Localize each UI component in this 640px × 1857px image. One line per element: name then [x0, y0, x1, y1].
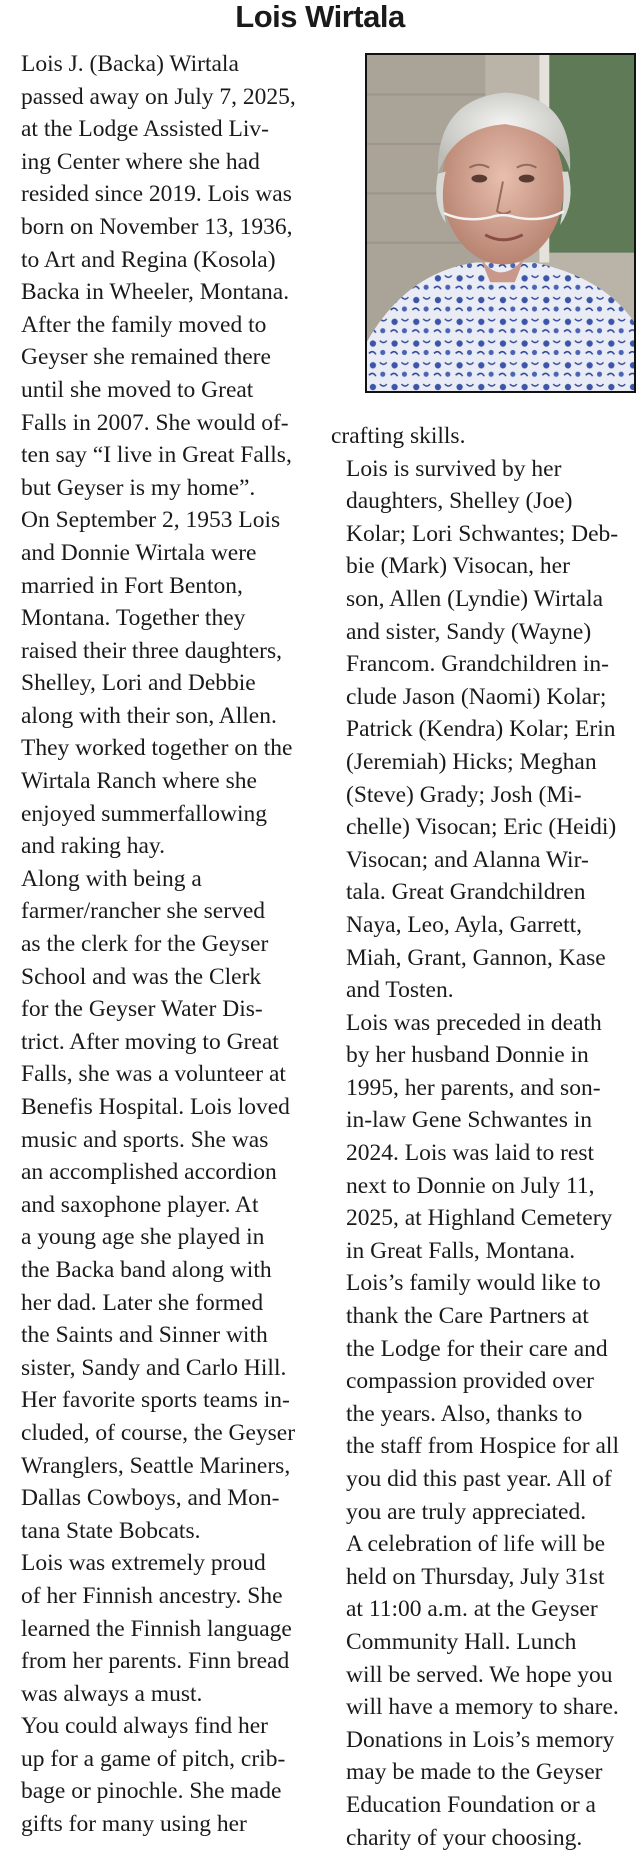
text-line: by her husband Donnie in [346, 1042, 589, 1069]
page-title: Lois Wirtala [235, 0, 405, 34]
text-line: Along with being a [21, 865, 202, 892]
text-line: an accomplished accordion [21, 1159, 277, 1186]
text-line: in-law Gene Schwantes in [346, 1107, 593, 1134]
text-line: but Geyser is my home”. [21, 474, 256, 501]
text-line: you are truly appreciated. [346, 1498, 587, 1525]
text-line: (Jeremiah) Hicks; Meghan [346, 748, 597, 775]
text-line: tala. Great Grandchildren [346, 879, 586, 906]
text-line: A celebration of life will be [346, 1531, 606, 1558]
text-line: Wranglers, Seattle Mariners, [21, 1452, 291, 1479]
text-line: and saxophone player. At [21, 1191, 259, 1218]
text-line: from her parents. Finn bread [21, 1648, 290, 1675]
obituary-paragraph [6, 48, 311, 504]
text-line: After the family moved to [21, 311, 267, 338]
text-line: Lois’s family would like to [346, 1270, 601, 1297]
text-line: passed away on July 7, 2025, [21, 83, 296, 110]
obituary-paragraph [331, 1528, 636, 1854]
text-line: tana State Bobcats. [21, 1517, 201, 1544]
text-line: born on November 13, 1936, [21, 213, 293, 240]
text-line: Patrick (Kendra) Kolar; Erin [346, 716, 616, 743]
text-line: ing Center where she had [21, 148, 260, 175]
text-line: gifts for many using her [21, 1811, 247, 1838]
text-line: learned the Finnish language [21, 1615, 292, 1642]
text-line: They worked together on the [21, 735, 293, 762]
text-line: Community Hall. Lunch [346, 1628, 577, 1655]
text-line: chelle) Visocan; Eric (Heidi) [346, 814, 617, 841]
text-line: to Art and Regina (Kosola) [21, 246, 276, 273]
text-line: a young age she played in [21, 1224, 265, 1251]
text-line: 1995, her parents, and son- [346, 1074, 601, 1101]
text-line: will be served. We hope you [346, 1661, 613, 1688]
text-line: ten say “I live in Great Falls, [21, 442, 292, 469]
text-line: Falls in 2007. She would of- [21, 409, 289, 436]
text-line: Geyser she remained there [21, 344, 271, 371]
text-line: crafting skills. [331, 423, 466, 449]
text-line: enjoyed summerfallowing [21, 800, 268, 827]
text-line: and Tosten. [346, 977, 454, 1004]
text-line: Montana. Together they [21, 605, 246, 632]
text-line: Kolar; Lori Schwantes; Deb- [346, 520, 619, 547]
text-line: resided since 2019. Lois was [21, 181, 292, 208]
text-line: compassion provided over [346, 1368, 595, 1395]
text-line: cluded, of course, the Geyser [21, 1419, 296, 1446]
text-line: raised their three daughters, [21, 637, 283, 664]
text-line: Naya, Leo, Ayla, Garrett, [346, 911, 583, 938]
text-line: Donations in Lois’s memory [346, 1726, 615, 1753]
text-line: until she moved to Great [21, 376, 254, 403]
text-line: farmer/rancher she served [21, 898, 265, 925]
text-line: her dad. Later she formed [21, 1289, 264, 1316]
text-line: at the Lodge Assisted Liv- [21, 116, 270, 143]
text-line: for the Geyser Water Dis- [21, 996, 263, 1023]
right-column [331, 420, 636, 1854]
text-line: Dallas Cowboys, and Mon- [21, 1485, 280, 1512]
text-line: School and was the Clerk [21, 963, 262, 990]
text-line: may be made to the Geyser [346, 1759, 603, 1786]
text-line: next to Donnie on July 11, [346, 1172, 595, 1199]
text-line: the staff from Hospice for all [346, 1433, 619, 1460]
obituary-paragraph [331, 453, 636, 1007]
text-line: held on Thursday, July 31st [346, 1563, 605, 1590]
text-line: bie (Mark) Visocan, her [346, 553, 570, 580]
text-line: the Backa band along with [21, 1256, 272, 1283]
text-line: Francom. Grandchildren in- [346, 651, 609, 678]
text-line: and raking hay. [21, 833, 165, 860]
text-line: up for a game of pitch, crib- [21, 1745, 286, 1772]
text-line: in Great Falls, Montana. [346, 1237, 576, 1264]
text-line: 2024. Lois was laid to rest [346, 1140, 595, 1167]
text-line: Her favorite sports teams in- [21, 1387, 290, 1414]
text-line: married in Fort Benton, [21, 572, 243, 599]
text-line: bage or pinochle. She made [21, 1778, 282, 1805]
text-line: was always a must. [21, 1680, 203, 1707]
obituary-paragraph [6, 863, 311, 1547]
text-line: Shelley, Lori and Debbie [21, 670, 256, 697]
text-line: Lois J. (Backa) Wirtala [21, 51, 239, 77]
text-line: Education Foundation or a [346, 1791, 596, 1818]
text-line: On September 2, 1953 Lois [21, 507, 281, 534]
text-line: trict. After moving to Great [21, 1028, 279, 1055]
text-line: Backa in Wheeler, Montana. [21, 279, 290, 306]
obituary-paragraph [6, 1710, 311, 1840]
text-line: of her Finnish ancestry. She [21, 1582, 283, 1609]
text-line: charity of your choosing. [346, 1824, 583, 1851]
obituary-paragraph [331, 420, 636, 453]
text-line: Wirtala Ranch where she [21, 768, 257, 795]
text-line: (Steve) Grady; Josh (Mi- [346, 781, 582, 808]
text-line: music and sports. She was [21, 1126, 269, 1153]
obituary-paragraph [6, 1547, 311, 1710]
portrait-illustration [367, 55, 634, 391]
text-line: and sister, Sandy (Wayne) [346, 618, 592, 645]
text-line: clude Jason (Naomi) Kolar; [346, 683, 607, 710]
text-line: you did this past year. All of [346, 1466, 612, 1492]
text-line: and Donnie Wirtala were [21, 539, 257, 566]
text-line: Miah, Grant, Gannon, Kase [346, 944, 606, 971]
portrait-photo [365, 53, 636, 393]
text-line: along with their son, Allen. [21, 702, 277, 729]
text-line: the Lodge for their care and [346, 1335, 608, 1362]
obituary-paragraph [6, 504, 311, 863]
text-line: You could always find her [21, 1713, 268, 1740]
text-line: Lois is survived by her [346, 455, 562, 482]
text-line: sister, Sandy and Carlo Hill. [21, 1354, 287, 1381]
obituary-paragraph [331, 1007, 636, 1268]
text-line: Visocan; and Alanna Wir- [346, 846, 589, 873]
text-line: thank the Care Partners at [346, 1303, 589, 1330]
text-line: son, Allen (Lyndie) Wirtala [346, 585, 604, 612]
text-line: will have a memory to share. [346, 1694, 619, 1721]
text-line: Falls, she was a volunteer at [21, 1061, 286, 1088]
text-line: Lois was preceded in death [346, 1009, 602, 1036]
text-line: at 11:00 a.m. at the Geyser [346, 1596, 598, 1623]
text-line: the Saints and Sinner with [21, 1322, 268, 1349]
text-line: daughters, Shelley (Joe) [346, 488, 573, 515]
text-line: as the clerk for the Geyser [21, 931, 269, 958]
text-line: the years. Also, thanks to [346, 1400, 583, 1427]
left-column [6, 48, 311, 1841]
text-line: 2025, at Highland Cemetery [346, 1205, 613, 1232]
obituary-paragraph [331, 1267, 636, 1528]
text-line: Lois was extremely proud [21, 1550, 266, 1577]
text-line: Benefis Hospital. Lois loved [21, 1094, 290, 1120]
